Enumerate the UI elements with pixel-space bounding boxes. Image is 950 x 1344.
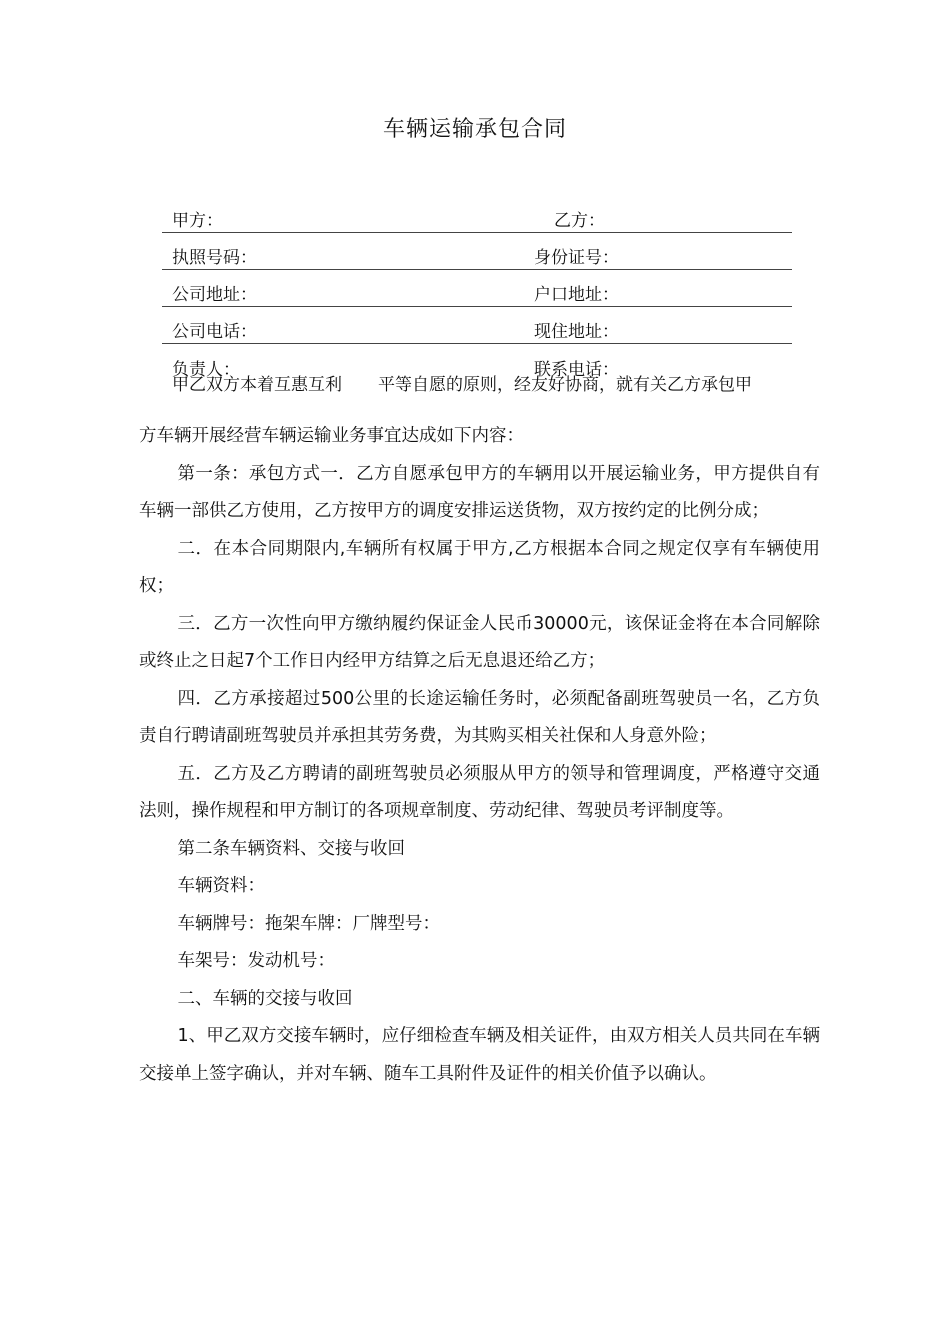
preamble-right-cell: 平等自愿的原则，经友好协商，就有关乙方承包甲 (378, 375, 752, 395)
party-row (162, 307, 792, 344)
party-a-label: 甲方： (172, 211, 223, 231)
current-address-label: 现住地址： (534, 322, 619, 342)
vehicle-frame-line: 车架号：发动机号： (177, 951, 335, 971)
section-heading: 第二条车辆资料、交接与收回 (177, 838, 405, 859)
clause-paragraph: 二．在本合同期限内,车辆所有权属于甲方,乙方根据本合同之规定仅享有车辆使用权； (139, 538, 820, 596)
person-in-charge-label: 负责人： (172, 360, 240, 380)
id-number-label: 身份证号： (534, 248, 619, 268)
clause-paragraph: 三．乙方一次性向甲方缴纳履约保证金人民币30000元，该保证金将在本合同解除或终止之日起7个工作日内经甲方结算之后无息退还给乙方； (139, 613, 820, 671)
party-row (162, 270, 792, 307)
party-info-table (162, 196, 792, 381)
document-title: 车辆运输承包合同 (382, 117, 567, 142)
clause-paragraph: 四．乙方承接超过500公里的长途运输任务时，必须配备副班驾驶员一名，乙方负责自行聘请副班驾驶员并承担其劳务费，为其购买相关社保和人身意外险； (139, 688, 820, 746)
clause-paragraph: 第一条：承包方式一．乙方自愿承包甲方的车辆用以开展运输业务，甲方提供自有车辆一部供乙方使用，乙方按甲方的调度安排运送货物，双方按约定的比例分成； (139, 463, 820, 521)
clause-paragraph: 五．乙方及乙方聘请的副班驾驶员必须服从甲方的领导和管理调度，严格遵守交通法则，操作规程和甲方制订的各项规章制度、劳动纪律、驾驶员考评制度等。 (139, 763, 820, 821)
party-row (162, 233, 792, 270)
company-phone-label: 公司电话： (172, 322, 257, 342)
license-number-label: 执照号码： (172, 248, 257, 268)
party-row (162, 196, 792, 233)
preamble-left-cell: 甲乙双方本着互惠互利 (172, 375, 342, 395)
clause-paragraph: 1、甲乙双方交接车辆时，应仔细检查车辆及相关证件，由双方相关人员共同在车辆交接单上签字确认，并对车辆、随车工具附件及证件的相关价值予以确认。 (139, 1026, 820, 1084)
vehicle-info-label: 车辆资料： (177, 876, 265, 896)
contact-phone-label: 联系电话： (534, 360, 619, 380)
party-b-label: 乙方： (554, 211, 605, 231)
registered-address-label: 户口地址： (534, 285, 619, 305)
company-address-label: 公司地址： (172, 285, 257, 305)
section-heading: 二、车辆的交接与收回 (177, 988, 353, 1009)
contract-body (139, 418, 820, 1093)
vehicle-plate-line: 车辆牌号：拖架车牌：厂牌型号： (177, 913, 440, 934)
preamble-continuation: 方车辆开展经营车辆运输业务事宜达成如下内容： (139, 426, 524, 446)
preamble-clipped-row (162, 374, 802, 410)
